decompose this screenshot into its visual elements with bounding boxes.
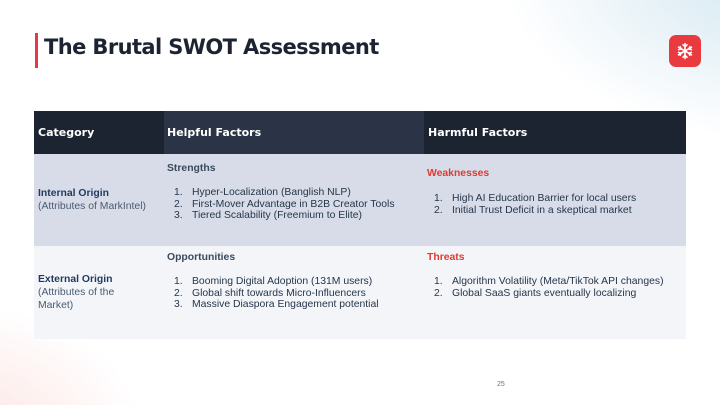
table-row-external [34,246,686,339]
table-row-internal [34,154,686,246]
list-item: 2. First-Mover Advantage in B2B Creator Tools [174,198,395,210]
header-harmful-factors: Harmful Factors [428,126,528,139]
category-subtitle: (Attributes of MarkIntel) [38,201,146,212]
category-subtitle: (Attributes of the Market) [38,287,115,311]
category-title: External Origin [38,274,113,285]
weaknesses-heading: Weaknesses [427,168,490,179]
opportunities-cell [164,246,424,339]
threats-cell [424,246,686,339]
list-item: 1. Hyper-Localization (Banglish NLP) [174,187,351,198]
weaknesses-list [434,193,636,216]
opportunities-heading: Opportunities [167,252,236,263]
list-item: 1. Booming Digital Adoption (131M users) [174,276,373,287]
strengths-heading: Strengths [167,163,216,174]
strengths-cell [164,154,424,246]
header-helpful-factors: Helpful Factors [164,111,424,154]
title-accent-bar [35,33,38,68]
list-item: 2. Global shift towards Micro-Influencers [174,287,366,299]
list-item: 2. Initial Trust Deficit in a skeptical market [434,204,632,216]
swot-table [34,111,686,339]
category-label [38,273,138,312]
threats-heading: Threats [427,252,465,263]
category-label [38,187,146,213]
category-title: Internal Origin [38,188,110,199]
list-item: 1. High AI Education Barrier for local users [434,193,637,204]
slide-title: The Brutal SWOT Assessment [44,35,379,59]
list-item: 3. Massive Diaspora Engagement potential [174,299,379,311]
list-item: 1. Algorithm Volatility (Meta/TikTok API changes) [434,276,664,287]
strengths-list [174,187,395,222]
table-header-row [34,111,686,154]
page-number: 25 [497,381,505,388]
asterisk-snowflake-icon [675,41,695,61]
weaknesses-cell [424,154,686,246]
list-item: 3. Tiered Scalability (Freemium to Elite) [174,210,362,222]
header-category: Category [38,126,95,139]
threats-list [434,276,664,299]
list-item: 2. Global SaaS giants eventually localizing [434,287,637,299]
category-cell [34,154,164,246]
category-cell [34,246,164,339]
opportunities-list [174,276,379,311]
logo-icon [669,35,701,67]
